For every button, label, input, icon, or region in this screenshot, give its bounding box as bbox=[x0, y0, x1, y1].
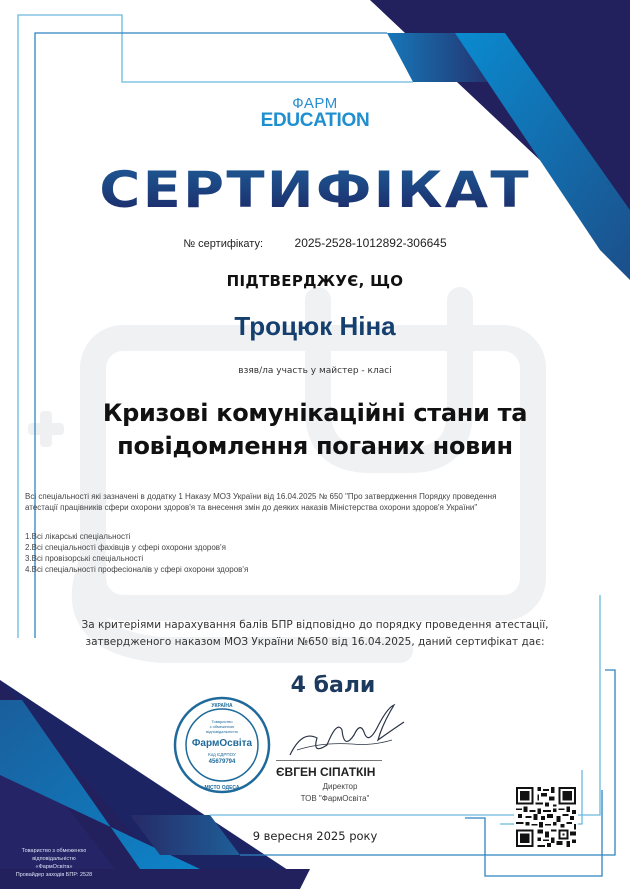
provider-note-line-2: відповідальністю bbox=[32, 856, 76, 862]
specialty-item: 3.Всі провізорські спеціальності bbox=[25, 554, 144, 563]
criteria-line-2: затвердженого наказом МОЗ України №650 від 16.04.2025, даний сертифікат дає: bbox=[85, 636, 545, 648]
svg-text:Товариство: Товариство bbox=[211, 719, 233, 724]
signer-org: ТОВ "ФармОсвіта" bbox=[300, 794, 370, 803]
signer-name: ЄВГЕН СІПАТКІН bbox=[276, 765, 376, 779]
signature bbox=[282, 700, 412, 760]
provider-note-line-3: «ФармОсвіта» bbox=[35, 864, 73, 870]
specialties-intro-line-2: атестації працівників сфери охорони здоров'я та внесення змін до деяких наказів Міністерства охорони здоров'я України" bbox=[25, 503, 478, 512]
official-stamp bbox=[172, 695, 272, 795]
points-value: 4 бали bbox=[290, 673, 376, 698]
certificate-number-value: 2025-2528-1012892-306645 bbox=[294, 236, 447, 250]
pharm-education-logo bbox=[0, 96, 630, 131]
specialties-list bbox=[25, 531, 425, 575]
svg-text:ФармОсвіта: ФармОсвіта bbox=[191, 738, 253, 749]
svg-text:з обмеженою: з обмеженою bbox=[209, 724, 235, 729]
participation-text: взяв/ла участь у майстер - класі bbox=[238, 366, 392, 376]
logo-bottom-text: EDUCATION bbox=[260, 110, 370, 131]
certificate-number-label: № сертифікату: bbox=[183, 238, 264, 250]
recipient-name: Троцюк Ніна bbox=[234, 311, 396, 341]
signer-role: Директор bbox=[322, 782, 358, 791]
course-title-line-1: Кризові комунікаційні стани та bbox=[102, 399, 528, 427]
confirms-heading: ПІДТВЕРДЖУЄ, ЩО bbox=[226, 272, 404, 290]
criteria-line-1: За критеріями нарахування балів БПР відповідно до порядку проведення атестації, bbox=[81, 619, 549, 631]
signature-line bbox=[276, 760, 382, 761]
watermark bbox=[85, 300, 533, 650]
specialty-item: 2.Всі спеціальності фахівців у сфері охорони здоров'я bbox=[25, 543, 226, 552]
certificate-number bbox=[0, 236, 630, 250]
provider-note-line-4: Провайдер заходів БПР: 2528 bbox=[15, 872, 93, 878]
certificate-title: СЕРТИФІКАТ bbox=[0, 160, 630, 220]
criteria-text bbox=[0, 617, 630, 651]
specialty-item: 4.Всі спеціальності професіоналів у сфері охорони здоров'я bbox=[25, 565, 249, 574]
svg-text:УКРАЇНА: УКРАЇНА bbox=[211, 703, 233, 709]
qr-code-icon[interactable] bbox=[513, 785, 579, 849]
specialty-item: 1.Всі лікарські спеціальності bbox=[25, 532, 131, 541]
svg-text:Код ЄДРПОУ: Код ЄДРПОУ bbox=[208, 752, 236, 757]
course-title-line-2: повідомлення поганих новин bbox=[117, 432, 513, 460]
course-title bbox=[0, 397, 630, 463]
svg-text:відповідальністю: відповідальністю bbox=[206, 729, 238, 734]
specialties-intro bbox=[25, 491, 610, 513]
issue-date: 9 вересня 2025 року bbox=[252, 829, 378, 843]
provider-note bbox=[0, 847, 108, 879]
provider-note-line-1: Товариство з обмеженою bbox=[21, 848, 87, 854]
svg-text:45679794: 45679794 bbox=[208, 759, 236, 765]
svg-text:МІСТО ОДЕСА: МІСТО ОДЕСА bbox=[204, 785, 240, 791]
logo-top-text: ФАРМ bbox=[292, 95, 338, 112]
specialties-intro-line-1: Всі спеціальності які зазначені в додатку 1 Наказу МОЗ України від 16.04.2025 № 650 "Про затвердження Порядку проведення bbox=[25, 492, 497, 501]
